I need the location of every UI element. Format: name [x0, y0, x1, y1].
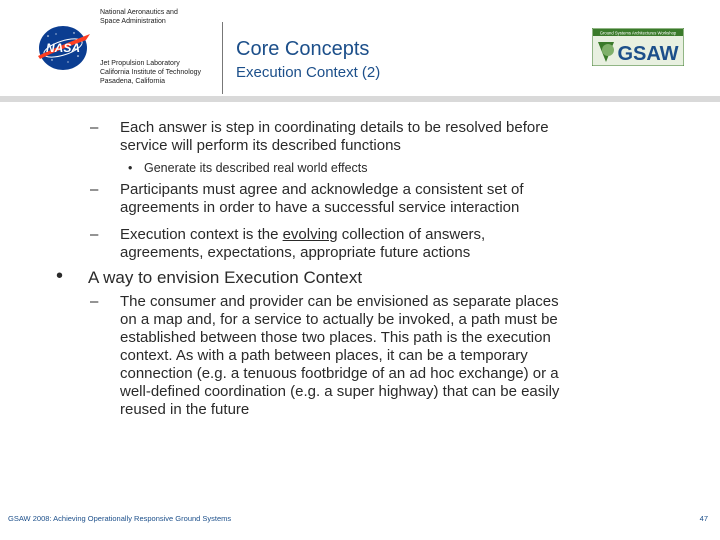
- nasa-logo-icon: [34, 24, 92, 72]
- bullet-marker: •: [56, 265, 64, 287]
- header-divider: [222, 22, 223, 94]
- lab-line3: Pasadena, California: [100, 78, 165, 85]
- item1-line1: Each answer is step in coordinating details to be resolved before: [120, 119, 549, 136]
- para-line: on a map and, for a service to actually be invoked, a path must be: [120, 311, 558, 328]
- gsaw-logo-small-text: Ground Systems Architectures Workshop: [599, 30, 677, 36]
- item2-line1: Participants must agree and acknowledge a consistent set of: [120, 181, 524, 198]
- header: [0, 0, 720, 100]
- list-item: [90, 226, 660, 262]
- item3-line1: [120, 226, 660, 244]
- gsaw-logo-icon: [592, 28, 684, 66]
- header-band: [0, 96, 720, 102]
- item1-sub: Generate its described real world effects: [144, 161, 368, 175]
- para-line: The consumer and provider can be envisioned as separate places: [120, 293, 559, 310]
- slide-subtitle: Execution Context (2): [236, 64, 381, 81]
- para-line: established between those two places. This path is the execution: [120, 329, 551, 346]
- para-line: context. As with a path between places, it can be a temporary: [120, 347, 528, 364]
- org-line2: Space Administration: [100, 18, 166, 25]
- gsaw-logo-text: GSAW: [617, 43, 679, 65]
- lab-line2: California Institute of Technology: [100, 69, 202, 76]
- page-number: 47: [699, 514, 708, 523]
- item3-text-a: Execution context is the: [120, 226, 283, 243]
- item3-text-b: collection of answers,: [337, 226, 486, 243]
- lab-line1: Jet Propulsion Laboratory: [100, 60, 180, 67]
- slide-title: Core Concepts: [236, 38, 370, 60]
- item3-line2: agreements, expectations, appropriate future actions: [120, 244, 471, 261]
- list-item: [90, 181, 660, 217]
- list-item: [90, 119, 660, 155]
- dash-marker: –: [90, 226, 99, 243]
- sub-list-item: [128, 160, 628, 176]
- dash-marker: –: [90, 119, 99, 136]
- para-line: connection (e.g. a tenuous footbridge of an ad hoc exchange) or a: [120, 365, 559, 382]
- footer-text: GSAW 2008: Achieving Operationally Responsive Ground Systems: [8, 514, 232, 523]
- paragraph-item: [90, 293, 680, 419]
- main-bullet-text: A way to envision Execution Context: [88, 268, 363, 287]
- para-line: reused in the future: [120, 401, 250, 418]
- dash-marker: –: [90, 181, 99, 198]
- nasa-logo-text: NASA: [45, 41, 81, 55]
- item3-underlined: evolving: [282, 226, 338, 243]
- main-bullet: [56, 265, 656, 288]
- dash-marker: –: [90, 293, 99, 310]
- para-line: well-defined coordination (e.g. a super highway) that can be easily: [120, 383, 560, 400]
- org-info: [100, 8, 220, 86]
- item2-line2: agreements in order to have a successful service interaction: [120, 199, 520, 216]
- item1-line2: service will perform its described functions: [120, 137, 401, 154]
- dot-marker: •: [128, 161, 133, 175]
- org-line1: National Aeronautics and: [100, 9, 178, 16]
